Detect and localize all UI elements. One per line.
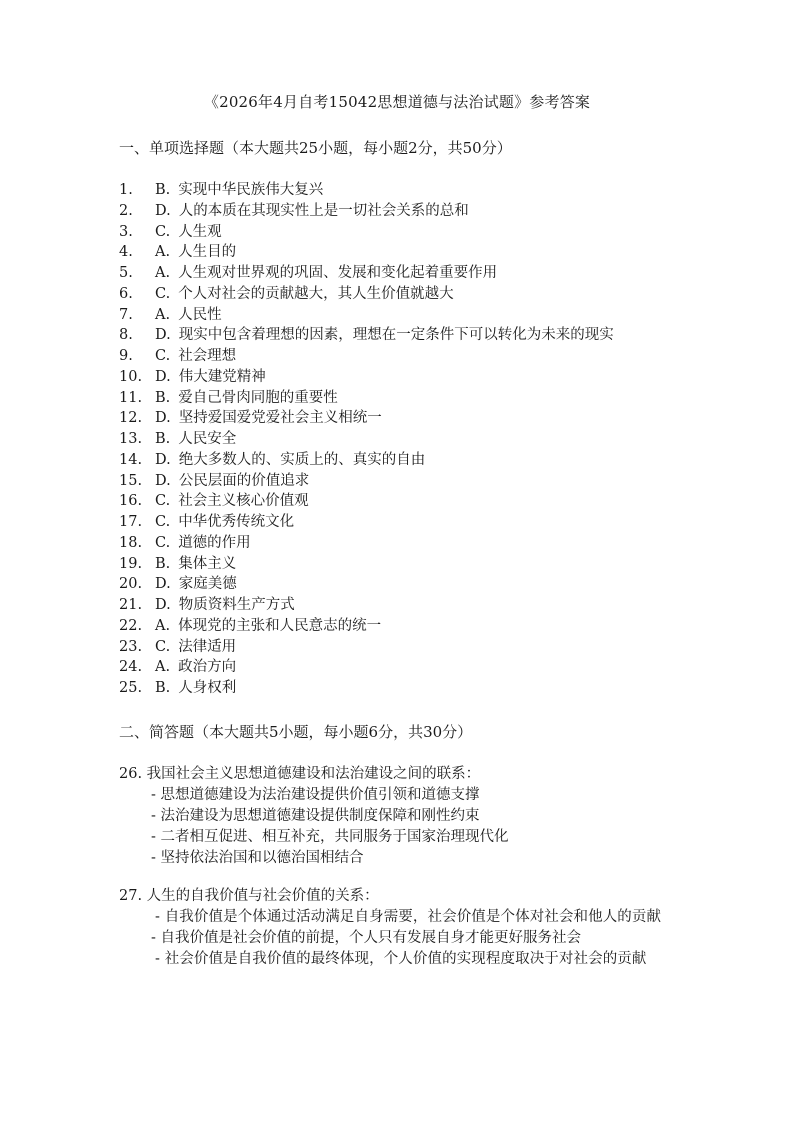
short-answer-26 [119, 764, 679, 869]
answer-letter: D. [155, 202, 171, 219]
answer-row [119, 201, 614, 222]
answer-letter: C. [155, 638, 171, 655]
answer-row [119, 429, 614, 450]
answer-text: 实现中华民族伟大复兴 [178, 182, 324, 198]
answer-text: 法律适用 [178, 638, 237, 655]
answer-text: 个人对社会的贡献越大，其人生价值就越大 [178, 285, 454, 302]
answer-letter: B. [155, 389, 171, 406]
answer-text: 物质资料生产方式 [178, 597, 295, 613]
answer-row [119, 616, 614, 637]
answer-letter: C. [155, 514, 171, 530]
answer-row [119, 471, 614, 492]
section-2-heading: 二、简答题（本大题共5小题，每小题6分，共30分） [119, 723, 473, 741]
answer-number: 12. [119, 410, 143, 427]
answer-row [119, 284, 614, 305]
answer-text: 现实中包含着理想的因素，理想在一定条件下可以转化为未来的现实 [178, 327, 614, 344]
short-answer-27 [119, 886, 679, 970]
answer-row [119, 554, 614, 575]
answer-row [119, 242, 614, 263]
answer-letter: D. [155, 327, 171, 344]
answer-text: 人民安全 [178, 431, 237, 447]
answer-letter: C. [155, 348, 171, 364]
answer-text: 爱自己骨肉同胞的重要性 [178, 389, 338, 406]
answer-number: 4. [119, 244, 133, 261]
question-26-point: - 二者相互促进、相互补充，共同服务于国家治理现代化 [151, 829, 509, 845]
answer-number: 3. [119, 223, 133, 240]
answer-text: 绝大多数人的、实质上的、真实的自由 [178, 451, 426, 468]
multiple-choice-answer-list [119, 180, 614, 699]
answer-text: 公民层面的价值追求 [178, 472, 310, 489]
answer-number: 23. [119, 638, 143, 655]
answer-letter: D. [155, 451, 171, 468]
answer-text: 社会主义核心价值观 [178, 493, 309, 510]
answer-number: 1. [119, 182, 133, 198]
answer-text: 伟大建党精神 [178, 368, 266, 385]
answer-letter: C. [155, 223, 171, 240]
answer-row [119, 491, 614, 512]
answer-letter: A. [155, 306, 171, 323]
answer-number: 5. [119, 265, 133, 281]
answer-row [119, 180, 614, 201]
answer-letter: D. [155, 368, 171, 385]
answer-letter: C. [155, 534, 171, 551]
answer-text: 道德的作用 [178, 534, 251, 551]
question-27-heading: 27. 人生的自我价值与社会价值的关系： [119, 888, 379, 904]
answer-letter: B. [155, 680, 171, 696]
answer-number: 7. [119, 306, 133, 323]
answer-row [119, 346, 614, 367]
answer-row [119, 408, 614, 429]
question-26-point: - 坚持依法治国和以德治国相结合 [151, 850, 364, 866]
answer-letter: C. [155, 493, 171, 510]
answer-number: 9. [119, 348, 133, 364]
question-27-point: - 自我价值是社会价值的前提，个人只有发展自身才能更好服务社会 [151, 930, 582, 946]
answer-row [119, 512, 614, 533]
question-26-point: - 法治建设为思想道德建设提供制度保障和刚性约束 [151, 808, 480, 824]
section-1-heading: 一、单项选择题（本大题共25小题，每小题2分，共50分） [119, 139, 512, 157]
answer-letter: D. [155, 410, 171, 427]
answer-number: 13. [119, 431, 143, 447]
answer-number: 16. [119, 493, 143, 510]
answer-row [119, 263, 614, 284]
answer-text: 人生观对世界观的巩固、发展和变化起着重要作用 [178, 265, 498, 281]
answer-number: 24. [119, 659, 143, 676]
question-27-point: - 社会价值是自我价值的最终体现，个人价值的实现程度取决于对社会的贡献 [155, 951, 647, 967]
answer-number: 20. [119, 576, 143, 593]
answer-row [119, 533, 614, 554]
answer-letter: A. [155, 244, 171, 261]
answer-text: 政治方向 [178, 659, 237, 676]
answer-number: 14. [119, 451, 143, 468]
answer-row [119, 678, 614, 699]
answer-number: 18. [119, 534, 143, 551]
answer-row [119, 657, 614, 678]
answer-row [119, 222, 614, 243]
answer-text: 社会理想 [178, 348, 237, 364]
answer-number: 10. [119, 368, 143, 385]
question-27-point: - 自我价值是个体通过活动满足自身需要，社会价值是个体对社会和他人的贡献 [155, 909, 662, 925]
answer-number: 8. [119, 327, 133, 344]
answer-letter: D. [155, 472, 171, 489]
answer-number: 15. [119, 472, 143, 489]
answer-text: 人的本质在其现实性上是一切社会关系的总和 [178, 202, 469, 219]
answer-row [119, 325, 614, 346]
answer-letter: D. [155, 597, 171, 613]
answer-letter: B. [155, 182, 171, 198]
answer-text: 人身权利 [178, 680, 237, 696]
answer-number: 21. [119, 597, 143, 613]
answer-number: 6. [119, 285, 133, 302]
answer-row [119, 388, 614, 409]
answer-letter: A. [155, 617, 171, 634]
answer-row [119, 574, 614, 595]
answer-letter: D. [155, 576, 171, 593]
answer-number: 17. [119, 514, 143, 530]
answer-row [119, 450, 614, 471]
answer-number: 2. [119, 202, 133, 219]
answer-letter: A. [155, 265, 171, 281]
answer-text: 家庭美德 [178, 576, 237, 593]
answer-letter: A. [155, 659, 171, 676]
answer-text: 坚持爱国爱党爱社会主义相统一 [178, 410, 382, 427]
question-26-point: - 思想道德建设为法治建设提供价值引领和道德支撑 [151, 787, 480, 803]
answer-text: 人生观 [178, 223, 222, 240]
answer-number: 19. [119, 555, 143, 572]
answer-letter: B. [155, 555, 171, 572]
answer-row [119, 367, 614, 388]
answer-row [119, 595, 614, 616]
answer-text: 集体主义 [178, 555, 237, 572]
answer-text: 人生目的 [178, 244, 237, 261]
answer-row [119, 637, 614, 658]
answer-text: 人民性 [178, 306, 222, 323]
answer-text: 体现党的主张和人民意志的统一 [178, 617, 382, 634]
question-26-heading: 26. 我国社会主义思想道德建设和法治建设之间的联系： [119, 766, 481, 782]
answer-letter: C. [155, 285, 171, 302]
answer-text: 中华优秀传统文化 [178, 514, 295, 530]
answer-row [119, 305, 614, 326]
document-title: 《2026年4月自考15042思想道德与法治试题》参考答案 [203, 93, 591, 111]
answer-number: 25. [119, 680, 143, 696]
answer-letter: B. [155, 431, 171, 447]
answer-number: 11. [119, 389, 143, 406]
answer-number: 22. [119, 617, 143, 634]
